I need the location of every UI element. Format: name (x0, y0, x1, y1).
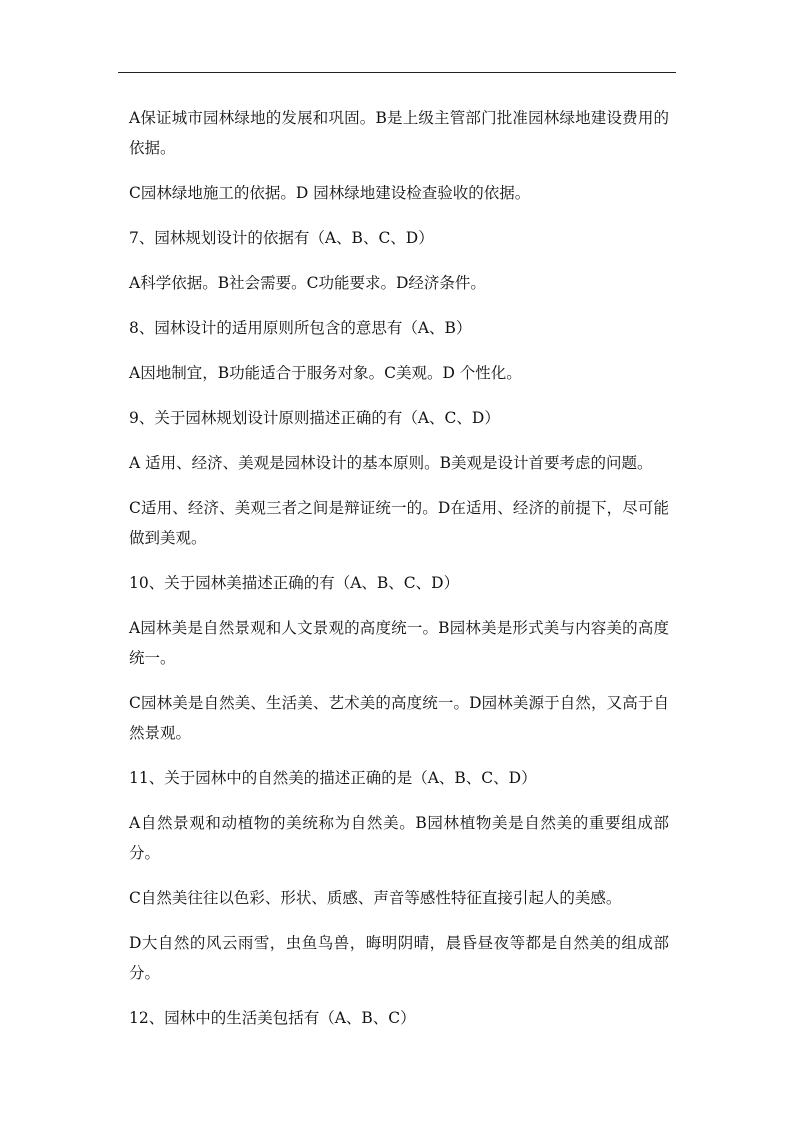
paragraph-1: A保证城市园林绿地的发展和巩固。B是上级主管部门批准园林绿地建设费用的依据。 (129, 109, 669, 157)
question-12-title: 12、园林中的生活美包括有（A、B、C） (129, 1009, 416, 1027)
question-11-options-ab: A自然景观和动植物的美统称为自然美。B园林植物美是自然美的重要组成部分。 (129, 814, 669, 862)
question-9-options-ab: A 适用、经济、美观是园林设计的基本原则。B美观是设计首要考虑的问题。 (129, 454, 653, 472)
question-11-title: 11、关于园林中的自然美的描述正确的是（A、B、C、D） (129, 769, 537, 787)
question-8-options: A因地制宜，B功能适合于服务对象。C美观。D 个性化。 (129, 364, 522, 382)
question-10-options-cd: C园林美是自然美、生活美、艺术美的高度统一。D园林美源于自然，又高于自然景观。 (129, 694, 669, 742)
paragraph-2: C园林绿地施工的依据。D 园林绿地建设检查验收的依据。 (129, 184, 531, 202)
question-7-title: 7、园林规划设计的依据有（A、B、C、D） (129, 229, 434, 247)
question-10-options-ab: A园林美是自然景观和人文景观的高度统一。B园林美是形式美与内容美的高度统一。 (129, 619, 669, 667)
question-9-title: 9、关于园林规划设计原则描述正确的有（A、C、D） (129, 409, 500, 427)
question-10-title: 10、关于园林美描述正确的有（A、B、C、D） (129, 574, 460, 592)
header-divider (118, 72, 676, 73)
question-8-title: 8、园林设计的适用原则所包含的意思有（A、B） (129, 319, 472, 337)
question-9-options-cd: C适用、经济、美观三者之间是辩证统一的。D在适用、经济的前提下，尽可能做到美观。 (129, 499, 669, 547)
document-body (129, 103, 669, 1048)
question-7-options: A科学依据。B社会需要。C功能要求。D经济条件。 (129, 274, 486, 292)
question-11-option-d: D大自然的风云雨雪，虫鱼鸟兽，晦明阴晴，晨昏昼夜等都是自然美的组成部分。 (129, 934, 669, 982)
question-11-option-c: C自然美往往以色彩、形状、质感、声音等感性特征直接引起人的美感。 (129, 889, 622, 907)
